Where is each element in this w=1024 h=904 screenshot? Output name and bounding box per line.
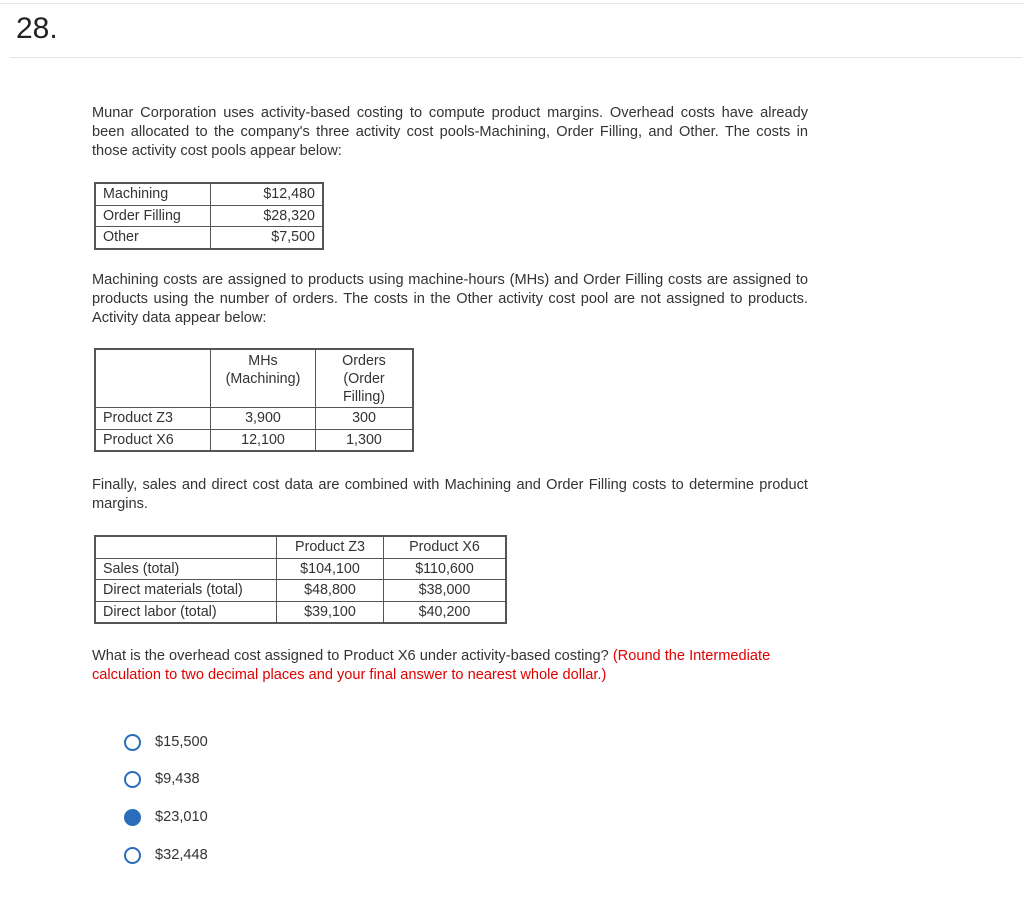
orders-value: 1,300 bbox=[316, 429, 414, 451]
radio-button[interactable] bbox=[124, 847, 141, 864]
product-label: Product X6 bbox=[95, 429, 211, 451]
table-row bbox=[95, 429, 413, 451]
product-x6-header: Product X6 bbox=[384, 536, 507, 558]
product-label: Product Z3 bbox=[95, 408, 211, 430]
mhs-header: MHs (Machining) bbox=[211, 349, 316, 408]
answer-option[interactable] bbox=[124, 768, 200, 790]
activity-data-table bbox=[94, 348, 414, 452]
finally-paragraph: Finally, sales and direct cost data are combined with Machining and Order Filling costs to determine product margins. bbox=[92, 477, 808, 512]
pool-name: Other bbox=[95, 227, 211, 249]
x6-value: $38,000 bbox=[384, 580, 507, 602]
option-label: $15,500 bbox=[155, 734, 208, 750]
intro-paragraph: Munar Corporation uses activity-based costing to compute product margins. Overhead costs have already been allocated to the company's three activity cost pools-Machining, Order Filling, and Other. The costs in those activity cost pools appear below: bbox=[92, 105, 808, 159]
orders-header: Orders (Order Filling) bbox=[316, 349, 414, 408]
table-row bbox=[95, 601, 506, 623]
sales-cost-table bbox=[94, 535, 507, 624]
mhs-value: 3,900 bbox=[211, 408, 316, 430]
x6-value: $40,200 bbox=[384, 601, 507, 623]
radio-button[interactable] bbox=[124, 734, 141, 751]
z3-value: $39,100 bbox=[277, 601, 384, 623]
table-row bbox=[95, 205, 323, 227]
prompt-text: What is the overhead cost assigned to Product X6 under activity-based costing? bbox=[92, 648, 609, 664]
pool-cost: $28,320 bbox=[211, 205, 324, 227]
orders-value: 300 bbox=[316, 408, 414, 430]
table-row bbox=[95, 580, 506, 602]
z3-value: $48,800 bbox=[277, 580, 384, 602]
option-label: $9,438 bbox=[155, 771, 200, 787]
mhs-value: 12,100 bbox=[211, 429, 316, 451]
answer-option-selected[interactable] bbox=[124, 806, 208, 828]
z3-value: $104,100 bbox=[277, 558, 384, 580]
row-label: Sales (total) bbox=[95, 558, 277, 580]
empty-header-cell bbox=[95, 536, 277, 558]
pool-cost: $7,500 bbox=[211, 227, 324, 249]
option-label: $32,448 bbox=[155, 847, 208, 863]
radio-button[interactable] bbox=[124, 771, 141, 788]
question-prompt bbox=[92, 647, 808, 685]
empty-header-cell bbox=[95, 349, 211, 408]
header-divider bbox=[10, 57, 1022, 58]
answer-option[interactable] bbox=[124, 731, 208, 753]
table-row bbox=[95, 183, 323, 205]
table-row bbox=[95, 227, 323, 249]
question-number: 28. bbox=[16, 12, 58, 45]
radio-button-selected[interactable] bbox=[124, 809, 141, 826]
option-label: $23,010 bbox=[155, 809, 208, 825]
table-row bbox=[95, 558, 506, 580]
row-label: Direct labor (total) bbox=[95, 601, 277, 623]
answer-option[interactable] bbox=[124, 844, 208, 866]
pool-name: Order Filling bbox=[95, 205, 211, 227]
top-border bbox=[0, 3, 1024, 4]
cost-pools-table bbox=[94, 182, 324, 250]
x6-value: $110,600 bbox=[384, 558, 507, 580]
assignment-paragraph: Machining costs are assigned to products using machine-hours (MHs) and Order Filling costs are assigned to products using the number of orders. The costs in the Other activity cost pool are not assigned to products. Activity data appear below: bbox=[92, 272, 808, 326]
row-label: Direct materials (total) bbox=[95, 580, 277, 602]
table-header-row bbox=[95, 349, 413, 408]
table-row bbox=[95, 408, 413, 430]
pool-cost: $12,480 bbox=[211, 183, 324, 205]
table-header-row bbox=[95, 536, 506, 558]
pool-name: Machining bbox=[95, 183, 211, 205]
product-z3-header: Product Z3 bbox=[277, 536, 384, 558]
rounding-instruction: (Round the Intermediate calculation to two decimal places and your final answer to nearest whole dollar.) bbox=[92, 648, 771, 683]
